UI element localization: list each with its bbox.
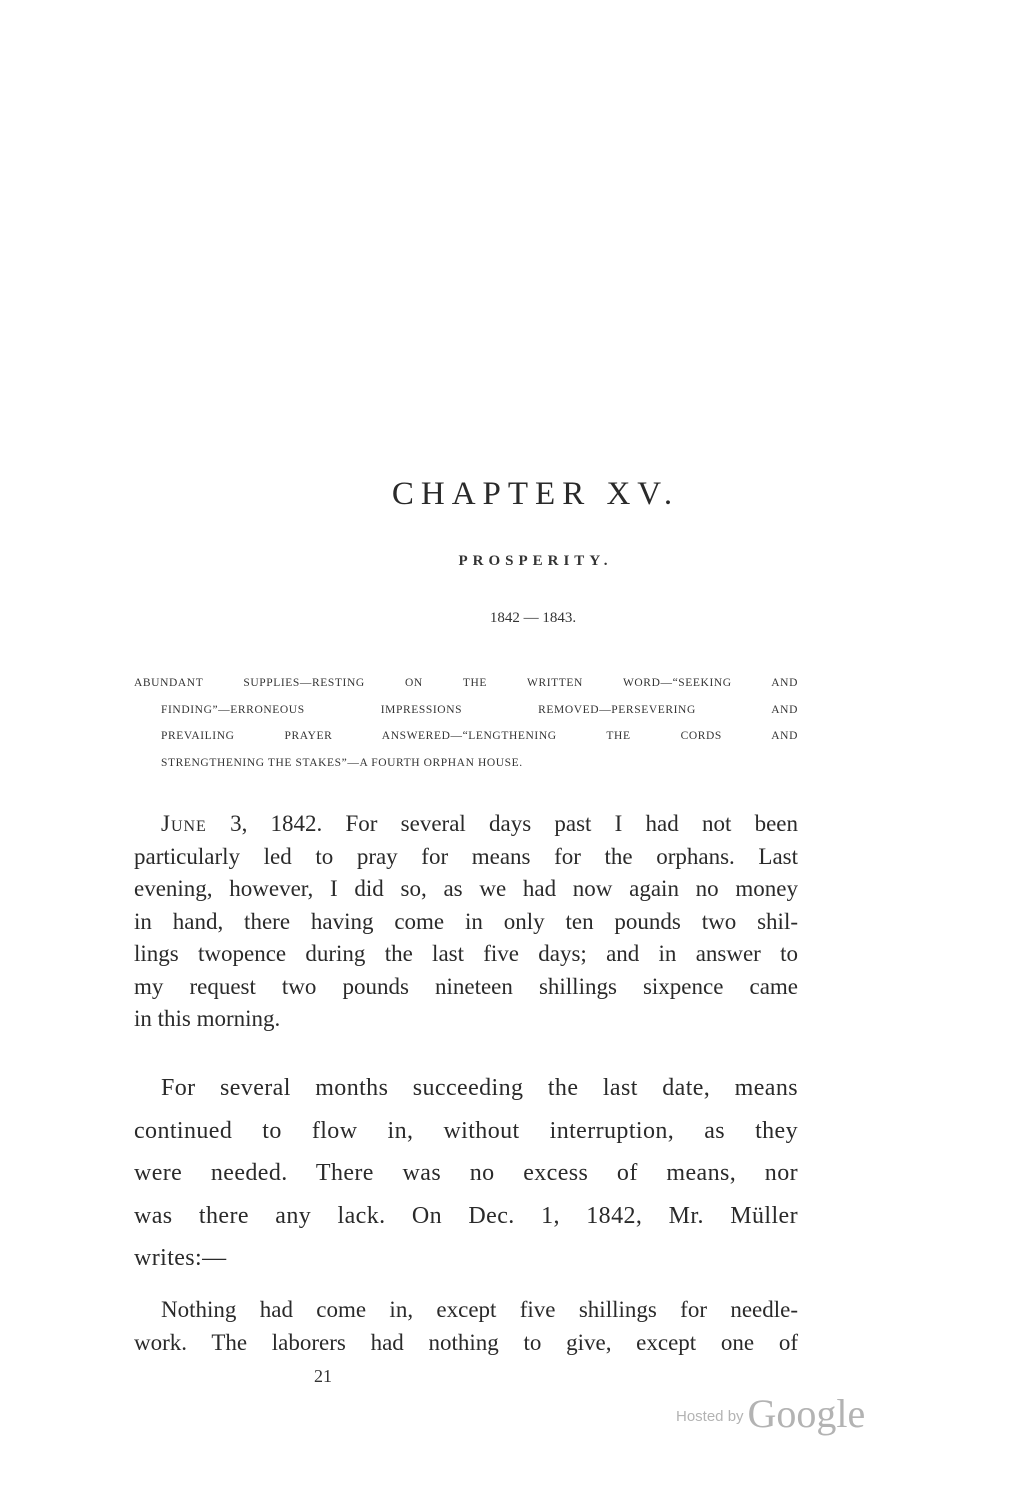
paragraph-line: For several months succeeding the last date, means (161, 1075, 798, 1101)
synopsis-line: STRENGTHENING THE STAKES”—A FOURTH ORPHAN HOUSE. (161, 756, 523, 769)
paragraph-line: continued to flow in, without interruption, as they (134, 1117, 798, 1144)
synopsis-line: PREVAILING PRAYER ANSWERED—“LENGTHENING THE CORDS AND (161, 730, 798, 742)
google-logo-text: Google (747, 1391, 866, 1436)
paragraph-line: my request two pounds nineteen shillings sixpence came (134, 973, 798, 999)
hosted-by-google-watermark (676, 1390, 865, 1437)
paragraph-june-1842 (134, 808, 798, 1036)
paragraph-line: Nothing had come in, except five shillings for needle- (161, 1297, 798, 1322)
paragraph-line: lings twopence during the last five days; and in answer to (134, 941, 798, 966)
paragraph-line: in hand, there having come in only ten pounds two shil- (134, 908, 798, 934)
paragraph-line: in this morning. (134, 1006, 281, 1031)
paragraph-line: work. The laborers had nothing to give, except one of (134, 1330, 798, 1355)
date-lead: June (161, 811, 207, 836)
paragraph-line-rest: 3, 1842. For several days past I had not been (206, 811, 798, 836)
chapter-subtitle: PROSPERITY. (458, 553, 613, 569)
paragraph-line: evening, however, I did so, as we had now again no money (134, 876, 798, 901)
chapter-years: 1842 — 1843. (489, 610, 577, 626)
chapter-title: CHAPTER XV. (391, 476, 680, 512)
paragraph-line: writes:— (134, 1245, 227, 1271)
chapter-synopsis (134, 670, 798, 776)
synopsis-line: ABUNDANT SUPPLIES—RESTING ON THE WRITTEN WORD—“SEEKING AND (134, 677, 798, 689)
paragraph-narrative (134, 1067, 798, 1280)
page-number: 21 (314, 1366, 332, 1386)
watermark-hosted-text: Hosted by (676, 1408, 744, 1425)
paragraph-line: particularly led to pray for means for the orphans. Last (134, 843, 798, 869)
paragraph-line: was there any lack. On Dec. 1, 1842, Mr. Müller (134, 1202, 798, 1229)
paragraph-line (134, 808, 798, 841)
paragraph-line: were needed. There was no excess of means, nor (134, 1160, 798, 1186)
paragraph-quote (134, 1293, 798, 1359)
synopsis-line: FINDING”—ERRONEOUS IMPRESSIONS REMOVED—PERSEVERING AND (161, 703, 798, 716)
